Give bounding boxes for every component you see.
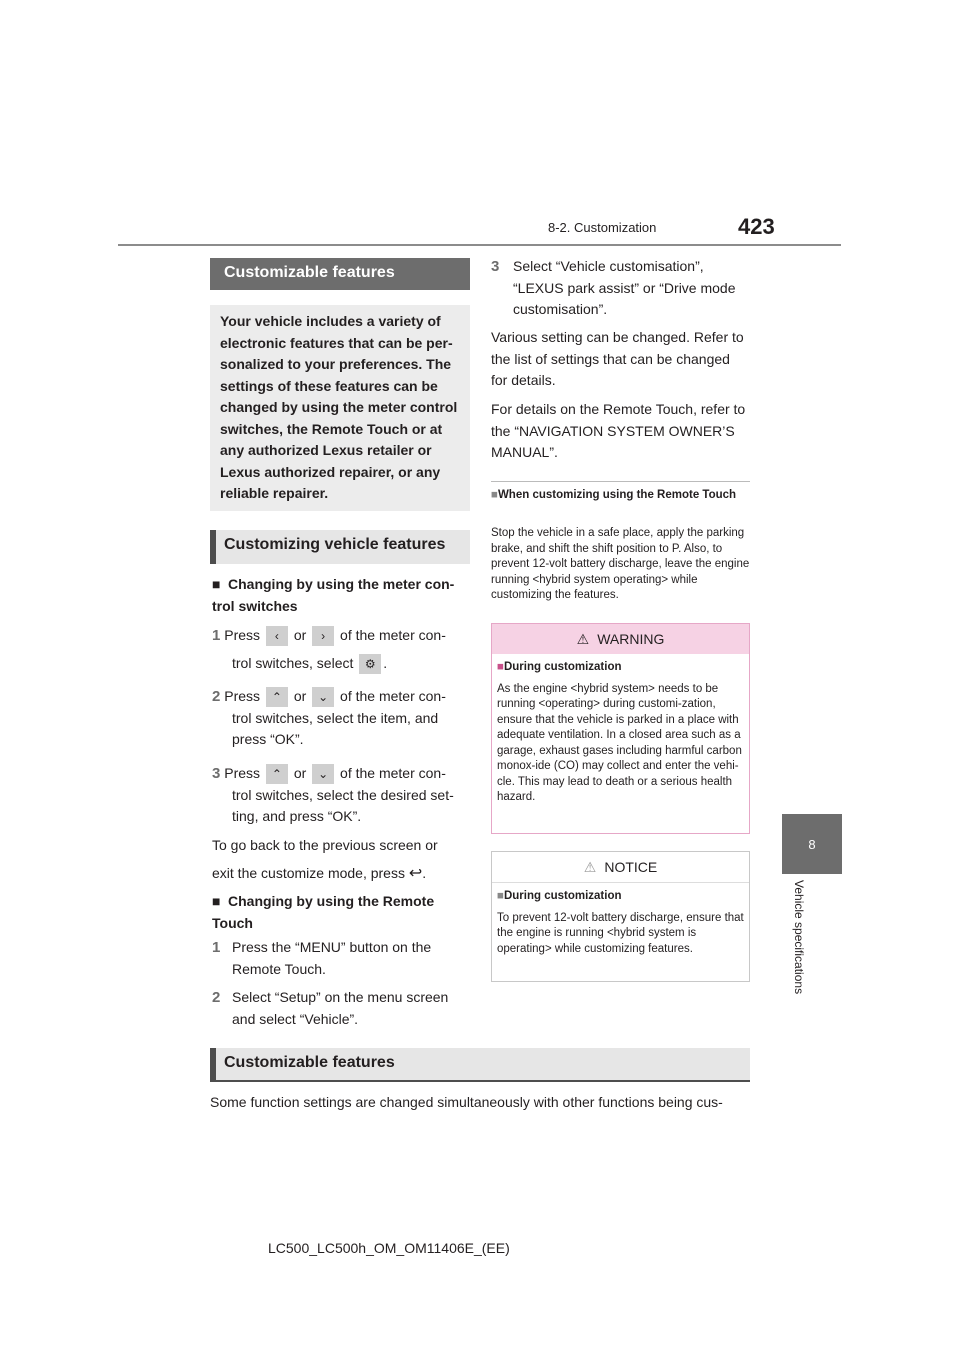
meter-heading-text: Changing by using the meter con-trol switches: [212, 576, 455, 614]
intro-box: Your vehicle includes a variety of electronic features that can be per-sonalized to your preferences. The settings of these features can be changed by using the meter control switches, the Remote Touch or at any authorized Lexus retailer or Lexus authorized repairer, or any reliable repairer.: [210, 305, 470, 511]
remote-step-1: [212, 937, 470, 980]
warning-title: WARNING: [597, 631, 665, 647]
footer-code: LC500_LC500h_OM_OM11406E_(EE): [268, 1240, 510, 1256]
notice-box: [491, 851, 750, 982]
remote-step-3: [491, 256, 750, 321]
step-text: or: [293, 688, 307, 704]
header-rule: [118, 244, 841, 246]
chapter-tab: 8: [782, 814, 842, 874]
note-heading-text: When customizing using the Remote Touch: [497, 489, 737, 501]
step-number: 3: [212, 765, 221, 782]
bottom-text: Some function settings are changed simultaneously with other functions being cus-: [210, 1094, 723, 1110]
note-heading: ■When customizing using the Remote Touch: [491, 489, 737, 501]
bottom-heading: Customizable features: [210, 1048, 750, 1082]
step-text: of the meter con-: [340, 627, 446, 643]
section-heading: Customizable features: [210, 258, 470, 290]
paragraph-settings: Various setting can be changed. Refer to the list of settings that can be changed for details.: [491, 329, 744, 388]
up-arrow-icon: ⌃: [266, 764, 288, 784]
page-number: 423: [738, 214, 775, 239]
step-text: Select “Setup” on the menu screen and select “Vehicle”.: [232, 989, 449, 1027]
return-icon: ↩: [408, 864, 423, 882]
back-instruction: To go back to the previous screen or exit the customize mode, press ↩.: [212, 835, 470, 884]
remote-heading-text: Changing by using the Remote Touch: [212, 893, 435, 931]
gear-icon: ⚙: [359, 654, 381, 674]
step-2: [212, 686, 470, 751]
step-text: or: [293, 765, 307, 781]
step-text: of the meter con-: [340, 688, 446, 704]
meter-heading: ■ Changing by using the meter con-trol switches: [212, 576, 455, 614]
notice-heading: ■During customization: [497, 890, 622, 902]
down-arrow-icon: ⌄: [312, 764, 334, 784]
step-number: 2: [212, 688, 221, 705]
step-number: 3: [491, 258, 500, 275]
warning-box: [491, 623, 750, 834]
remote-heading: ■ Changing by using the Remote Touch: [212, 893, 435, 931]
step-number: 2: [212, 989, 221, 1006]
notice-heading-text: During customization: [503, 890, 622, 902]
section-title: 8-2. Customization: [548, 220, 657, 235]
notice-title: NOTICE: [604, 859, 658, 875]
subsection-heading: Customizing vehicle features: [210, 530, 470, 564]
down-arrow-icon: ⌄: [312, 687, 334, 707]
left-arrow-icon: ‹: [266, 626, 288, 646]
right-arrow-icon: ›: [312, 626, 334, 646]
up-arrow-icon: ⌃: [266, 687, 288, 707]
warning-header: [492, 624, 749, 654]
back-text: To go back to the previous screen or: [212, 837, 438, 853]
chapter-label: [786, 880, 806, 1020]
step-number: 1: [212, 627, 221, 644]
step-text: or: [293, 627, 307, 643]
step-text: trol switches, select the desired set-ting, and press “OK”.: [232, 786, 454, 824]
note-body: Stop the vehicle in a safe place, apply the parking brake, and shift the shift position to P. Also, to prevent 12-volt battery discharge, leave the engine running <hybrid system operating> while customizing the features.: [491, 527, 750, 601]
notice-header: [492, 852, 749, 883]
step-text: Press: [224, 627, 261, 643]
step-text: Press the “MENU” button on the Remote Touch.: [232, 939, 432, 977]
chapter-label-text: Vehicle specifications: [792, 880, 806, 995]
step-text: Press: [224, 688, 261, 704]
step-text: trol switches, select the item, and press “OK”.: [232, 709, 439, 747]
notice-body: To prevent 12-volt battery discharge, ensure that the engine is running <hybrid system is operating> while customizing features.: [497, 911, 744, 955]
back-text: exit the customize mode, press: [212, 864, 405, 881]
caution-icon: ⚠: [583, 858, 597, 875]
warning-body: As the engine <hybrid system> needs to be running <operating> during customi-zation, ensure that the vehicle is parked in a place with adequate ventilation. In a closed area such as a garage, exhaust gases including harmful carbon monox-ide (CO) may collect and enter the vehi-cle. This may lead to death or a serious health hazard.: [497, 682, 742, 803]
divider: [491, 481, 750, 482]
step-3: [212, 763, 470, 828]
warning-icon: ⚠: [576, 630, 590, 647]
step-text: Select “Vehicle customisation”, “LEXUS park assist” or “Drive mode customisation”.: [513, 258, 736, 317]
step-text: of the meter con-: [340, 765, 446, 781]
warning-heading: ■During customization: [497, 661, 622, 673]
step-text: Press: [224, 765, 261, 781]
step-text: trol switches, select: [232, 654, 354, 671]
paragraph-remote-touch: For details on the Remote Touch, refer to the “NAVIGATION SYSTEM OWNER’S MANUAL”.: [491, 401, 746, 460]
warning-heading-text: During customization: [503, 661, 622, 673]
step-1: 1 Press ‹ or › of the meter con- trol switches, select ⚙ .: [212, 625, 472, 674]
remote-step-2: [212, 987, 470, 1030]
step-number: 1: [212, 939, 221, 956]
